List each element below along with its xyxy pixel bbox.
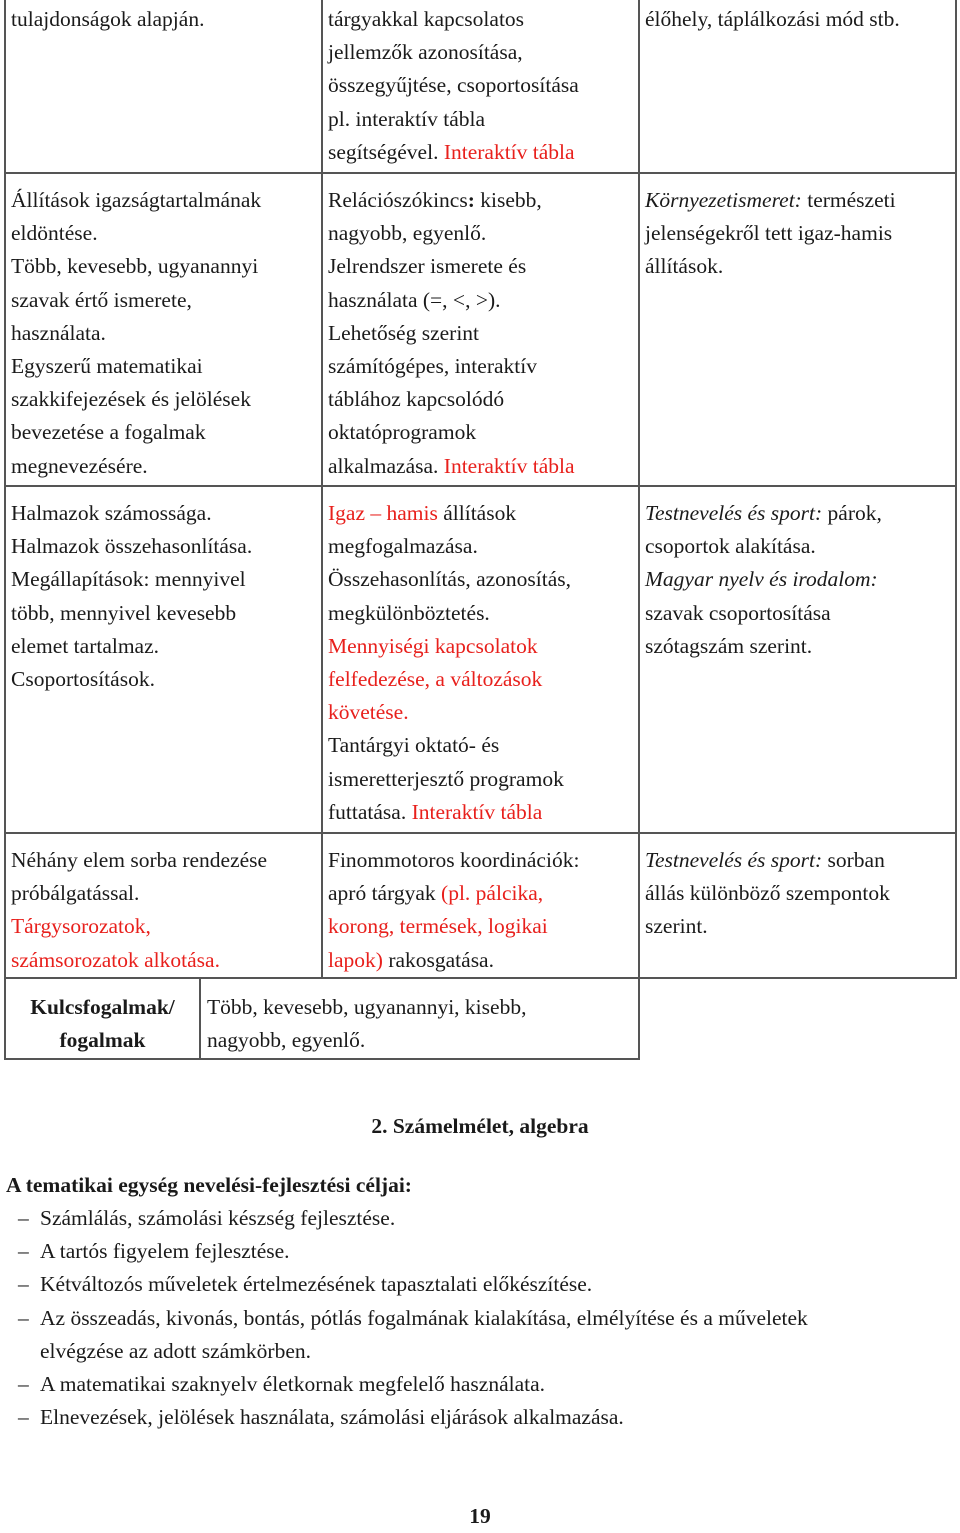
text-line — [328, 497, 571, 530]
column-divider — [638, 0, 640, 979]
subject-label: Magyar nyelv és irodalom: — [645, 567, 878, 592]
text-line: táblához kapcsolódó — [328, 387, 505, 412]
row-divider — [4, 977, 957, 979]
column-divider — [4, 0, 6, 1060]
text-line — [328, 796, 571, 829]
text-run: számsorozatok — [11, 947, 139, 972]
text-line: összegyűjtése, csoportosítása — [328, 73, 579, 98]
text-run: természeti — [801, 188, 896, 212]
column-divider — [199, 979, 201, 1060]
text-line: Tárgysorozatok, — [11, 914, 151, 939]
row0-col3 — [645, 3, 900, 36]
column-divider — [321, 0, 323, 979]
text-line — [328, 944, 579, 977]
text-line — [645, 184, 896, 217]
row0-col1 — [11, 3, 204, 36]
text-run: : — [467, 188, 481, 212]
dash-bullet: – — [18, 1272, 29, 1297]
text-line: bevezetése a fogalmak — [11, 420, 206, 445]
text-line: jellemzők azonosítása, — [328, 40, 523, 65]
text-line: megfogalmazása. — [328, 534, 478, 559]
text-line: megkülönböztetés. — [328, 600, 490, 625]
text-run: Igaz – hamis — [328, 501, 438, 525]
text-line: korong, termések, logikai — [328, 914, 548, 939]
text-line: Kulcsfogalmak/ — [30, 995, 175, 1019]
text-line — [328, 450, 575, 483]
text-line: Mennyiségi kapcsolatok — [328, 633, 538, 658]
text-line — [11, 944, 267, 977]
row1-col3 — [645, 184, 896, 284]
text-line — [328, 184, 575, 217]
row1-col2 — [328, 184, 575, 483]
list-item — [6, 1302, 946, 1368]
text-line: Finommotoros koordinációk: — [328, 848, 580, 872]
text-run: futtatása. — [328, 799, 412, 824]
text-line: Halmazok összehasonlítása. — [11, 534, 253, 559]
text-run: rakosgatása. — [382, 947, 494, 972]
text-line — [645, 844, 890, 877]
text-line: szavak értő ismerete, — [11, 287, 192, 312]
row2-col2 — [328, 497, 571, 829]
text-line: jelenségekről tett igaz-hamis — [645, 221, 893, 246]
interactive-board-note: Interaktív tábla — [443, 139, 575, 164]
text-line: számítógépes, interaktív — [328, 354, 537, 379]
text-line: Összehasonlítás, azonosítás, — [328, 567, 572, 592]
interactive-board-note: Interaktív tábla — [411, 799, 543, 824]
row3-col3 — [645, 844, 890, 944]
keywords-text — [207, 991, 526, 1057]
text-run: kisebb, — [480, 188, 542, 212]
list-item — [6, 1401, 946, 1434]
text-line: megnevezésére. — [11, 453, 148, 478]
text-line: oktatóprogramok — [328, 420, 477, 445]
text-line: több, mennyivel kevesebb — [11, 600, 237, 625]
text-run: (pl. pálcika, — [441, 881, 544, 906]
text-line: Több, kevesebb, ugyanannyi — [11, 254, 259, 279]
text-line: Állítások igazságtartalmának — [11, 188, 262, 212]
text-line: tárgyakkal kapcsolatos — [328, 7, 525, 31]
text-line: szavak csoportosítása — [645, 600, 831, 625]
text-line: élőhely, táplálkozási mód stb. — [645, 7, 900, 31]
text-run: párok, — [822, 501, 882, 525]
dash-bullet: – — [18, 1305, 29, 1330]
text-line: Néhány elem sorba rendezése — [11, 848, 268, 872]
text-line: Elnevezések, jelölések használata, számolási eljárások alkalmazása. — [40, 1405, 624, 1430]
subject-label: Testnevelés és sport: — [645, 848, 823, 872]
text-run: alkotása. — [138, 947, 220, 972]
page-number: 19 — [469, 1504, 491, 1528]
text-line — [328, 136, 579, 169]
text-line: nagyobb, egyenlő. — [207, 1028, 366, 1053]
text-run: apró tárgyak — [328, 881, 442, 906]
text-line: szótagszám szerint. — [645, 633, 813, 658]
text-line: pl. interaktív tábla — [328, 106, 486, 131]
column-divider — [638, 979, 640, 1060]
row2-col3 — [645, 497, 882, 663]
text-line: használata (=, <, >). — [328, 287, 501, 312]
text-line: próbálgatással. — [11, 881, 140, 906]
text-run: állítások — [437, 501, 517, 525]
dash-bullet: – — [18, 1372, 29, 1397]
text-line: tulajdonságok alapján. — [11, 7, 205, 31]
text-run: alkalmazása. — [328, 453, 444, 478]
text-line: fogalmak — [59, 1028, 146, 1053]
row-divider — [4, 1058, 640, 1060]
row-divider — [4, 172, 957, 174]
row-divider — [4, 832, 957, 834]
text-line: szakkifejezések és jelölések — [11, 387, 251, 412]
text-run: lapok) — [328, 947, 383, 972]
text-line: Halmazok számossága. — [11, 501, 212, 525]
section-heading: 2. Számelmélet, algebra — [371, 1114, 589, 1138]
goals-list — [6, 1202, 946, 1434]
list-item — [6, 1268, 946, 1301]
list-item — [6, 1202, 946, 1235]
text-line: állás különböző szempontok — [645, 881, 890, 906]
text-line: A tartós figyelem fejlesztése. — [40, 1239, 290, 1264]
text-line: Több, kevesebb, ugyanannyi, kisebb, — [207, 995, 527, 1019]
keywords-label — [6, 991, 199, 1057]
subject-label: Környezetismeret: — [645, 188, 802, 212]
text-line: szerint. — [645, 914, 708, 939]
text-line: állítások. — [645, 254, 724, 279]
interactive-board-note: Interaktív tábla — [443, 453, 575, 478]
text-line: Jelrendszer ismerete és — [328, 254, 527, 279]
text-line: Lehetőség szerint — [328, 320, 480, 345]
column-divider — [955, 0, 957, 979]
text-line: követése. — [328, 700, 409, 725]
row3-col2 — [328, 844, 579, 977]
text-line: elemet tartalmaz. — [11, 633, 160, 658]
dash-bullet: – — [18, 1239, 29, 1264]
text-line: használata. — [11, 320, 106, 345]
text-line — [328, 877, 579, 910]
text-line: Egyszerű matematikai — [11, 354, 203, 379]
list-item — [6, 1235, 946, 1268]
text-line: nagyobb, egyenlő. — [328, 221, 487, 246]
list-item — [6, 1368, 946, 1401]
row-divider — [4, 485, 957, 487]
text-line: ismeretterjesztő programok — [328, 766, 564, 791]
dash-bullet: – — [18, 1206, 29, 1230]
text-line: Számlálás, számolási készség fejlesztése. — [40, 1206, 396, 1230]
text-line — [645, 497, 882, 530]
row0-col2 — [328, 3, 579, 169]
dash-bullet: – — [18, 1405, 29, 1430]
row1-col1 — [11, 184, 261, 483]
text-line: Az összeadás, kivonás, bontás, pótlás fogalmának kialakítása, elmélyítése és a műveletek — [40, 1305, 808, 1330]
row3-col1 — [11, 844, 267, 977]
goals-title: A tematikai egység nevelési-fejlesztési céljai: — [6, 1173, 412, 1197]
text-line: A matematikai szaknyelv életkornak megfelelő használata. — [40, 1372, 546, 1397]
row2-col1 — [11, 497, 252, 696]
text-line: felfedezése, a változások — [328, 667, 543, 692]
text-line: Megállapítások: mennyivel — [11, 567, 246, 592]
text-line: eldöntése. — [11, 221, 98, 246]
text-run: sorban — [822, 848, 885, 872]
text-line: csoportok alakítása. — [645, 534, 816, 559]
text-run: Relációszókincs — [328, 188, 468, 212]
text-line: Kétváltozós műveletek értelmezésének tapasztalati előkészítése. — [40, 1272, 593, 1297]
text-run: segítségével. — [328, 139, 444, 164]
text-line: elvégzése az adott számkörben. — [40, 1338, 312, 1363]
text-line: Tantárgyi oktató- és — [328, 733, 500, 758]
text-line: Csoportosítások. — [11, 667, 155, 692]
subject-label: Testnevelés és sport: — [645, 501, 823, 525]
